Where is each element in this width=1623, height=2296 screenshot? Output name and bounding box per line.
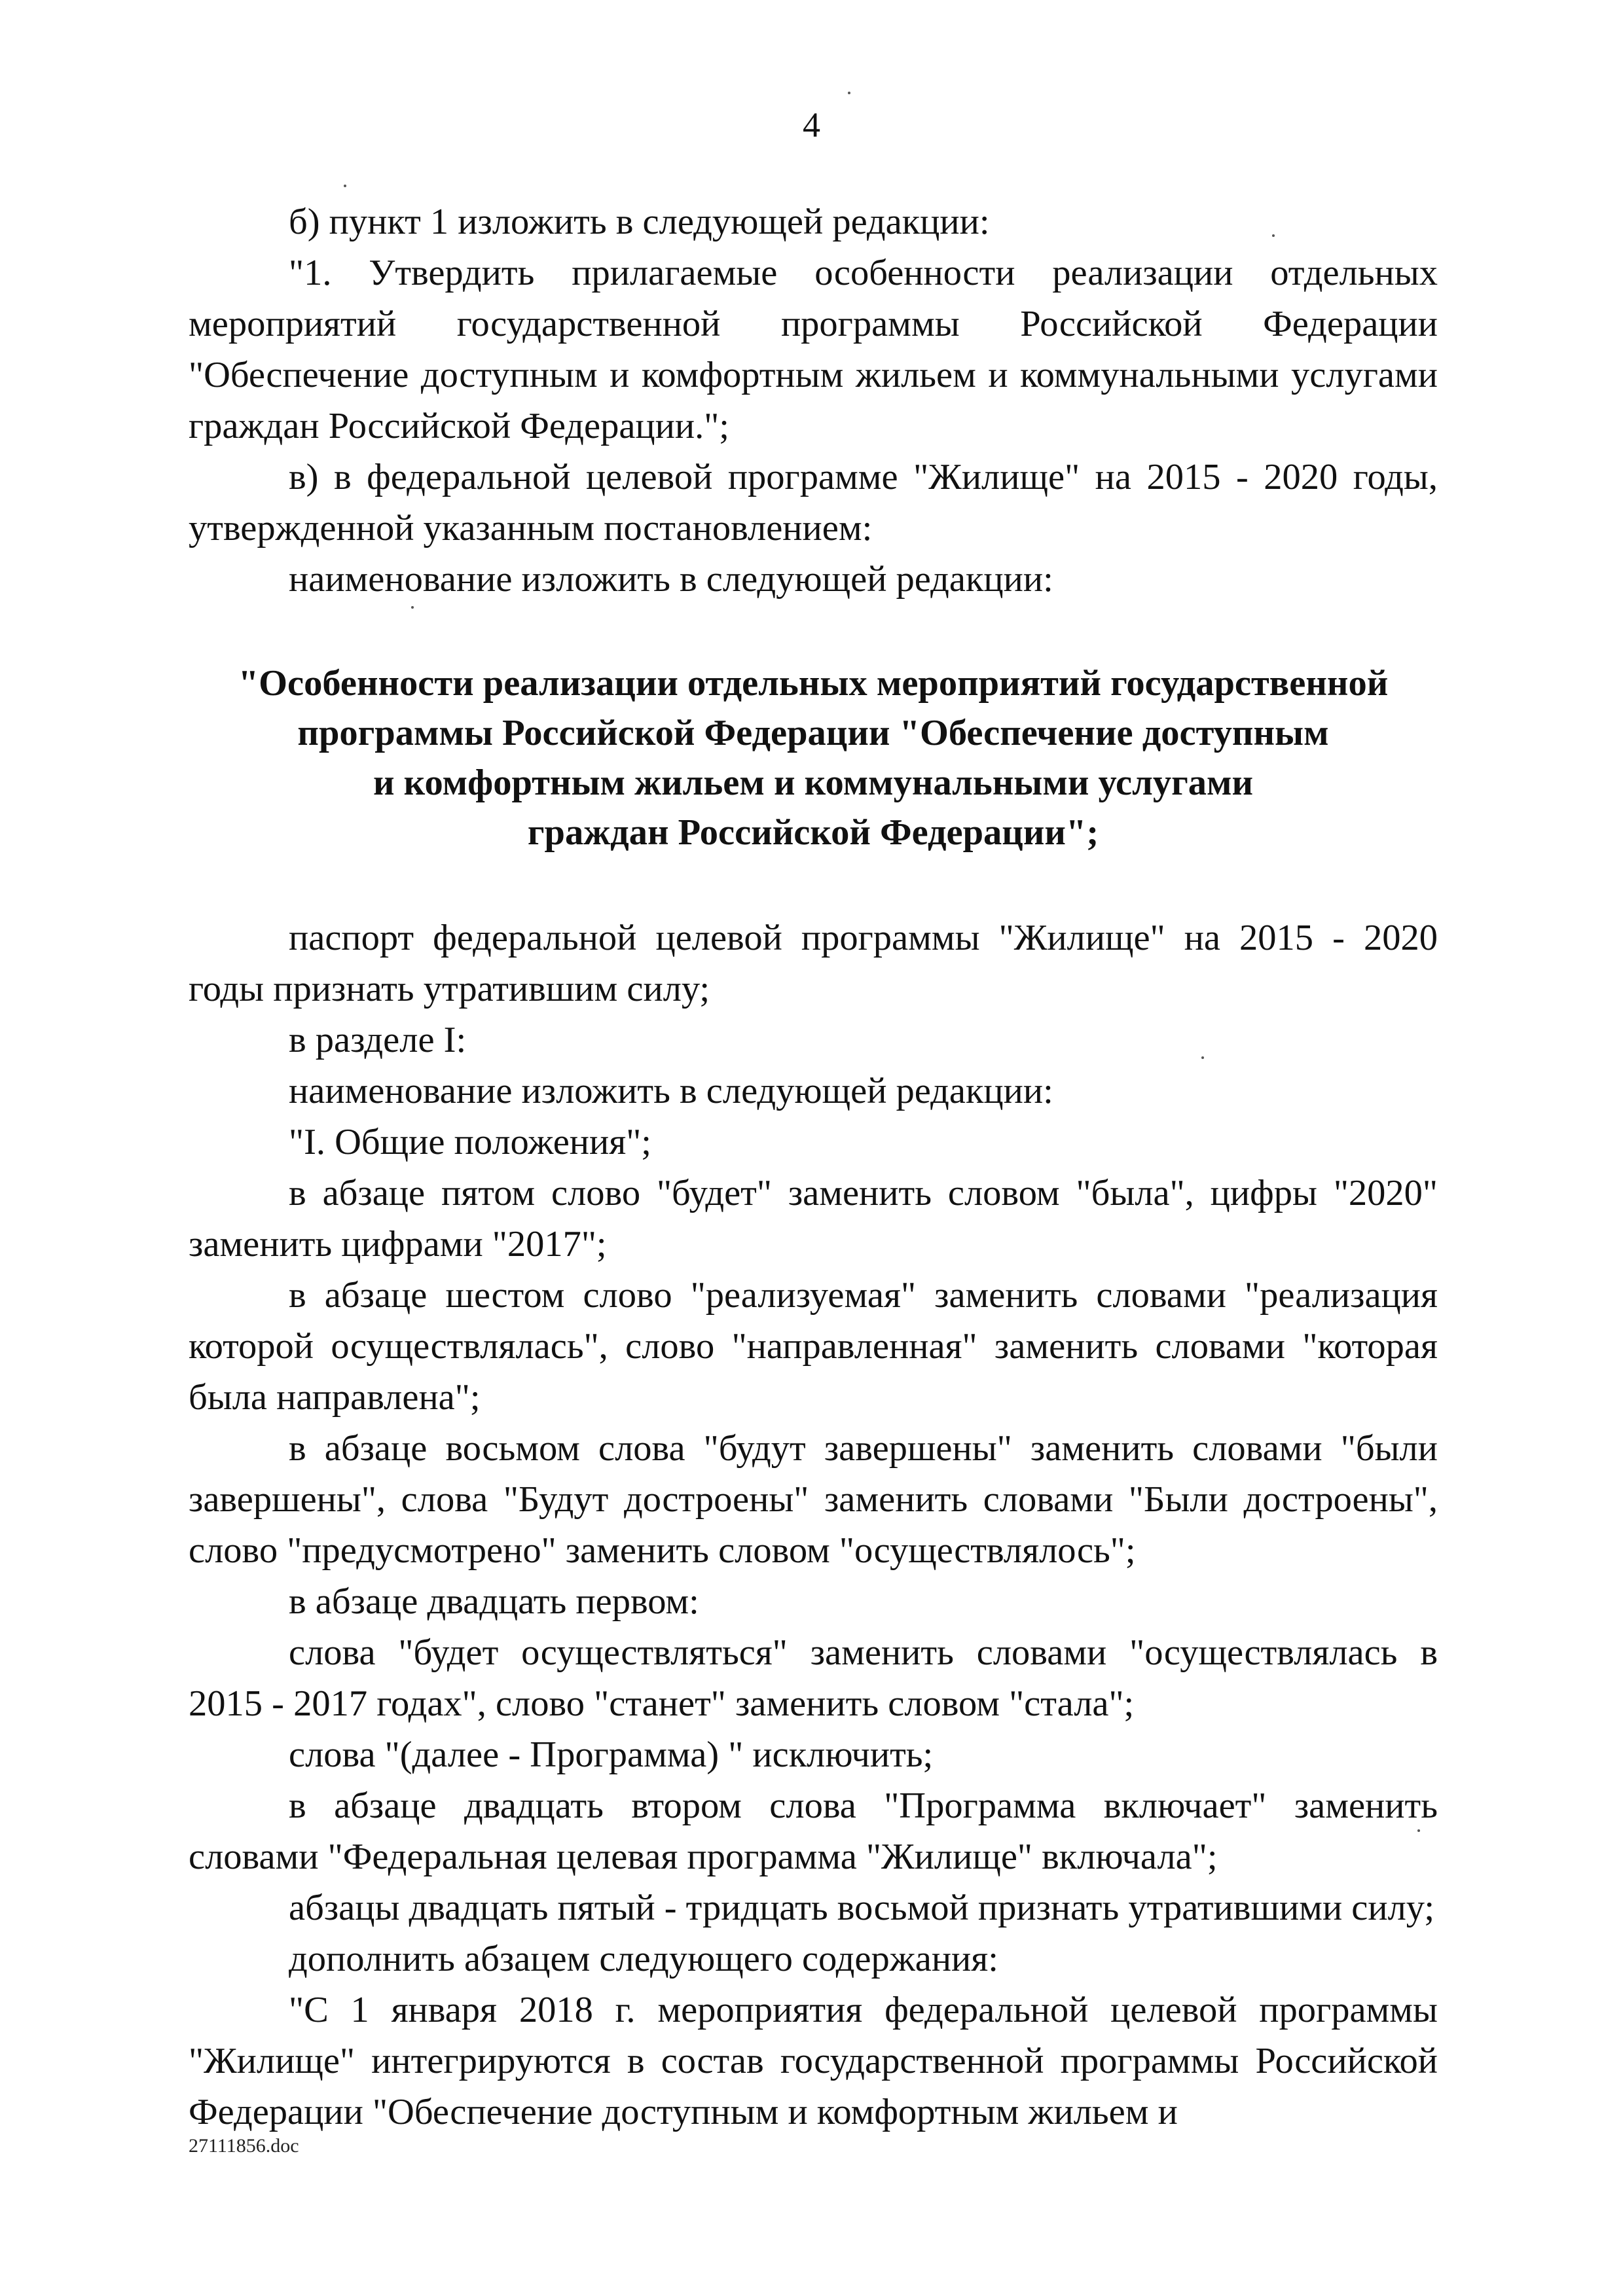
- scan-speck: [1417, 1829, 1420, 1832]
- paragraph-twenty-first-abzac: в абзаце двадцать первом:: [289, 1581, 699, 1622]
- section-heading: [189, 658, 1438, 857]
- paragraph-abzacs-void: абзацы двадцать пятый - тридцать восьмой признать утратившими силу;: [289, 1888, 1435, 1928]
- paragraph-add-abzac: дополнить абзацем следующего содержания:: [289, 1939, 998, 1979]
- paragraph-fifth-abzac: в абзаце пятом слово "будет" заменить словом "была", цифры "2020" заменить цифрами "2017";: [189, 1173, 1438, 1265]
- paragraph-words-exclude: слова "(далее - Программа) " исключить;: [289, 1734, 934, 1775]
- heading-line: и комфортным жильем и коммунальными услугами: [373, 762, 1254, 803]
- paragraph-approve-features: "1. Утвердить прилагаемые особенности реализации отдельных мероприятий государственной программы Российской Федерации "Обеспечение доступным и комфортным жильем и коммунальными услугами граждан Российской Федерации.";: [189, 253, 1438, 446]
- scan-speck: [1272, 234, 1275, 237]
- paragraph-title-revision: наименование изложить в следующей редакции:: [289, 559, 1053, 600]
- paragraph-twenty-second-abzac: в абзаце двадцать втором слова "Программа включает" заменить словами "Федеральная целевая программа "Жилище" включала";: [189, 1785, 1438, 1877]
- paragraph-section-1: в разделе I:: [289, 1020, 467, 1060]
- paragraph-passport-void: паспорт федеральной целевой программы "Жилище" на 2015 - 2020 годы признать утратившим силу;: [189, 918, 1438, 1009]
- paragraph-v-federal-program: в) в федеральной целевой программе "Жилище" на 2015 - 2020 годы, утвержденной указанным постановлением:: [189, 457, 1438, 548]
- heading-line: программы Российской Федерации "Обеспечение доступным: [297, 713, 1329, 753]
- scan-speck: [1201, 1056, 1204, 1059]
- paragraph-b-point-1: б) пункт 1 изложить в следующей редакции:: [289, 202, 990, 242]
- scan-speck: [344, 185, 346, 187]
- paragraph-from-2018: "С 1 января 2018 г. мероприятия федеральной целевой программы "Жилище" интегрируются в состав государственной программы Российской Федерации "Обеспечение доступным и комфортным жильем и: [189, 1990, 1438, 2132]
- heading-line: "Особенности реализации отдельных мероприятий государственной: [238, 663, 1389, 704]
- paragraph-general-provisions: "I. Общие положения";: [289, 1122, 651, 1162]
- paragraph-title-revision-2: наименование изложить в следующей редакции:: [289, 1071, 1053, 1111]
- paragraph-eighth-abzac: в абзаце восьмом слова "будут завершены" заменить словами "были завершены", слова "Будут достроены" заменить словами "Были достроены", слово "предусмотрено" заменить словом "осуществлялось";: [189, 1428, 1438, 1571]
- heading-line: граждан Российской Федерации";: [527, 812, 1099, 853]
- scan-speck: [848, 92, 850, 94]
- paragraph-words-implement: слова "будет осуществляться" заменить словами "осуществлялась в 2015 - 2017 годах", слово "станет" заменить словом "стала";: [189, 1632, 1438, 1724]
- paragraph-sixth-abzac: в абзаце шестом слово "реализуемая" заменить словами "реализация которой осуществлялась", слово "направленная" заменить словами "которая была направлена";: [189, 1275, 1438, 1418]
- document-file-code: 27111856.doc: [189, 2135, 299, 2157]
- scan-speck: [411, 606, 414, 609]
- page-number: 4: [803, 105, 820, 145]
- document-body: [189, 196, 1438, 2138]
